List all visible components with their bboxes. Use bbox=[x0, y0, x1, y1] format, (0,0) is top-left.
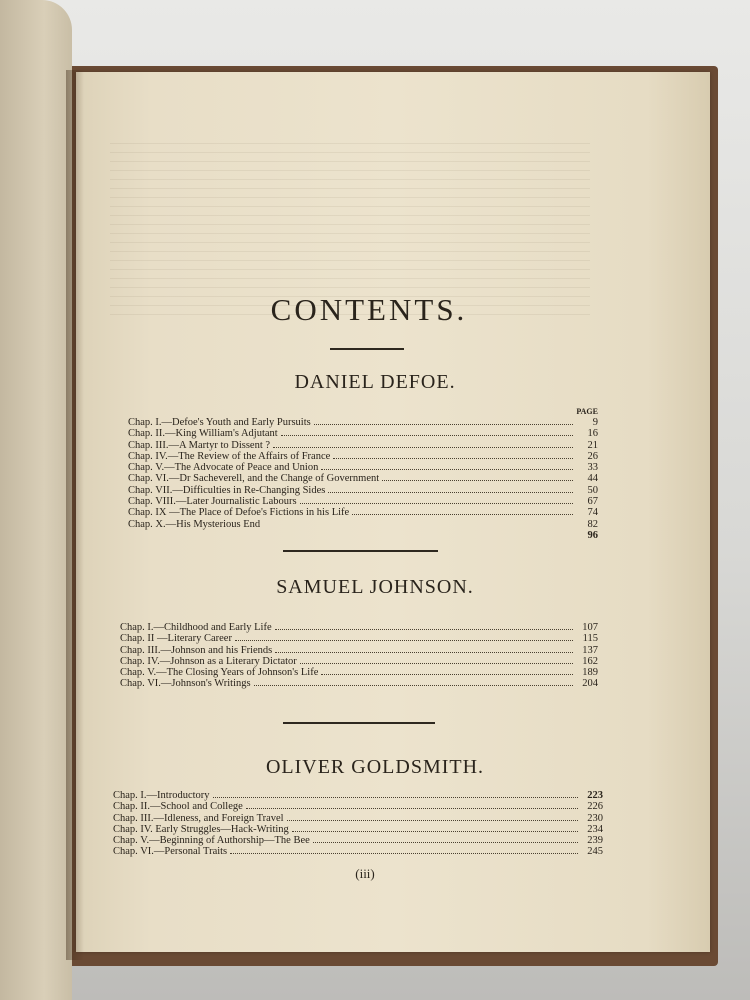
toc-defoe bbox=[128, 407, 598, 541]
toc-entry-page: 9 bbox=[592, 417, 598, 428]
toc-entry-label: Chap. IX —The Place of Defoe's Fictions in his Life bbox=[128, 507, 350, 519]
toc-entry bbox=[128, 485, 598, 496]
toc-goldsmith bbox=[113, 790, 603, 858]
toc-entry-page: 189 bbox=[582, 667, 598, 679]
section-heading-johnson: SAMUEL JOHNSON. bbox=[276, 576, 474, 598]
toc-entry-page: 223 bbox=[587, 790, 603, 801]
toc-entry-label: Chap. VIII.—Later Journalistic Labours bbox=[128, 496, 297, 508]
dot-leader bbox=[213, 797, 578, 798]
dot-leader bbox=[246, 808, 578, 809]
toc-entry bbox=[128, 519, 598, 530]
title-rule bbox=[330, 348, 404, 350]
toc-entry-page: 162 bbox=[582, 655, 598, 667]
toc-entry-page: 204 bbox=[582, 678, 598, 690]
dot-leader bbox=[321, 469, 573, 470]
dot-leader bbox=[287, 820, 578, 821]
toc-entry bbox=[128, 440, 598, 451]
dot-leader bbox=[314, 424, 573, 425]
dot-leader bbox=[281, 435, 573, 436]
toc-entry-label: Chap. III.—A Martyr to Dissent ? bbox=[128, 439, 271, 451]
toc-entry bbox=[120, 645, 598, 656]
toc-entry-label: Chap. III.—Johnson and his Friends bbox=[120, 644, 273, 656]
toc-entry-page: 82 bbox=[587, 518, 598, 530]
toc-entry bbox=[113, 835, 603, 846]
toc-entry-label: Chap. II —Literary Career bbox=[120, 633, 232, 645]
section-rule bbox=[283, 722, 435, 724]
toc-entry bbox=[128, 451, 598, 462]
toc-entry-label: Chap. I.—Childhood and Early Life bbox=[120, 622, 272, 633]
toc-entry bbox=[113, 790, 603, 801]
toc-entry bbox=[128, 417, 598, 428]
toc-entry-page: 245 bbox=[587, 846, 603, 858]
toc-entry bbox=[128, 507, 598, 518]
dot-leader bbox=[333, 458, 573, 459]
toc-entry-page: 115 bbox=[582, 633, 598, 645]
dot-leader bbox=[321, 674, 573, 675]
toc-entry-label: Chap. V.—The Advocate of Peace and Union bbox=[128, 462, 319, 474]
toc-entry-page: 44 bbox=[587, 473, 598, 485]
gutter-shadow bbox=[66, 70, 84, 960]
toc-entry-page: 21 bbox=[587, 439, 598, 451]
toc-entry-label: Chap. I.—Defoe's Youth and Early Pursuits bbox=[128, 417, 311, 428]
dot-leader bbox=[273, 447, 573, 448]
toc-entry-page: 226 bbox=[587, 801, 603, 813]
dot-leader bbox=[313, 842, 578, 843]
page-folio: (iii) bbox=[355, 866, 375, 881]
toc-entry-page: 33 bbox=[587, 462, 598, 474]
toc-entry bbox=[120, 656, 598, 667]
toc-entry bbox=[128, 428, 598, 439]
toc-entry-label: Chap. V.—Beginning of Authorship—The Bee bbox=[113, 835, 310, 847]
toc-entry-page: 50 bbox=[587, 484, 598, 496]
dot-leader bbox=[382, 480, 573, 481]
toc-entry-page: 137 bbox=[582, 644, 598, 656]
toc-entry bbox=[128, 462, 598, 473]
toc-entry bbox=[113, 813, 603, 824]
toc-entry-label: Chap. VI.—Personal Traits bbox=[113, 846, 228, 858]
toc-entry bbox=[128, 530, 598, 541]
dot-leader bbox=[328, 492, 573, 493]
dot-leader bbox=[300, 663, 573, 664]
section-heading-defoe: DANIEL DEFOE. bbox=[294, 371, 456, 393]
toc-entry bbox=[120, 633, 598, 644]
toc-entry-page: 26 bbox=[587, 450, 598, 462]
toc-entry-page: 74 bbox=[587, 507, 598, 519]
toc-entry-label: Chap. II.—School and College bbox=[113, 801, 243, 813]
show-through-text bbox=[110, 140, 590, 315]
toc-entry bbox=[113, 824, 603, 835]
toc-entry-label: Chap. III.—Idleness, and Foreign Travel bbox=[113, 812, 284, 824]
toc-entry-label: Chap. V.—The Closing Years of Johnson's Life bbox=[120, 667, 319, 679]
toc-entry-page: 239 bbox=[587, 835, 603, 847]
toc-entry bbox=[128, 473, 598, 484]
toc-entry-page: 96 bbox=[587, 529, 598, 541]
toc-entry-label: Chap. VI.—Johnson's Writings bbox=[120, 678, 251, 690]
section-heading-goldsmith: OLIVER GOLDSMITH. bbox=[265, 756, 485, 778]
toc-entry bbox=[120, 622, 598, 633]
toc-entry bbox=[113, 801, 603, 812]
page-title: CONTENTS. bbox=[270, 292, 468, 327]
page-column-label: PAGE bbox=[576, 407, 598, 416]
toc-entry-label: Chap. II.—King William's Adjutant bbox=[128, 428, 278, 440]
toc-entry-page: 16 bbox=[587, 428, 598, 440]
toc-entry-page: 234 bbox=[587, 823, 603, 835]
toc-entry-label: Chap. IV.—Johnson as a Literary Dictator bbox=[120, 655, 297, 667]
dot-leader bbox=[275, 652, 573, 653]
dot-leader bbox=[230, 853, 578, 854]
toc-johnson bbox=[120, 622, 598, 690]
dot-leader bbox=[235, 640, 573, 641]
toc-entry-label: Chap. VII.—Difficulties in Re-Changing Sides bbox=[128, 484, 326, 496]
dot-leader bbox=[275, 629, 573, 630]
toc-entry-label: Chap. I.—Introductory bbox=[113, 790, 210, 801]
toc-entry bbox=[120, 678, 598, 689]
toc-entry-label: Chap. X.—His Mysterious End bbox=[128, 518, 261, 530]
toc-entry-label: Chap. IV. Early Struggles—Hack-Writing bbox=[113, 823, 289, 835]
dot-leader bbox=[300, 503, 573, 504]
toc-entry-page: 107 bbox=[582, 622, 598, 633]
toc-entry-label: Chap. IV.—The Review of the Affairs of France bbox=[128, 450, 331, 462]
left-page-edge bbox=[0, 0, 72, 1000]
toc-entry-page: 67 bbox=[587, 496, 598, 508]
toc-entry-label: Chap. VI.—Dr Sacheverell, and the Change of Government bbox=[128, 473, 380, 485]
dot-leader bbox=[292, 831, 578, 832]
toc-entry bbox=[120, 667, 598, 678]
toc-entry bbox=[113, 846, 603, 857]
dot-leader bbox=[352, 514, 573, 515]
dot-leader bbox=[254, 685, 573, 686]
toc-entry bbox=[128, 496, 598, 507]
section-rule bbox=[283, 550, 438, 552]
toc-entry-page: 230 bbox=[587, 812, 603, 824]
